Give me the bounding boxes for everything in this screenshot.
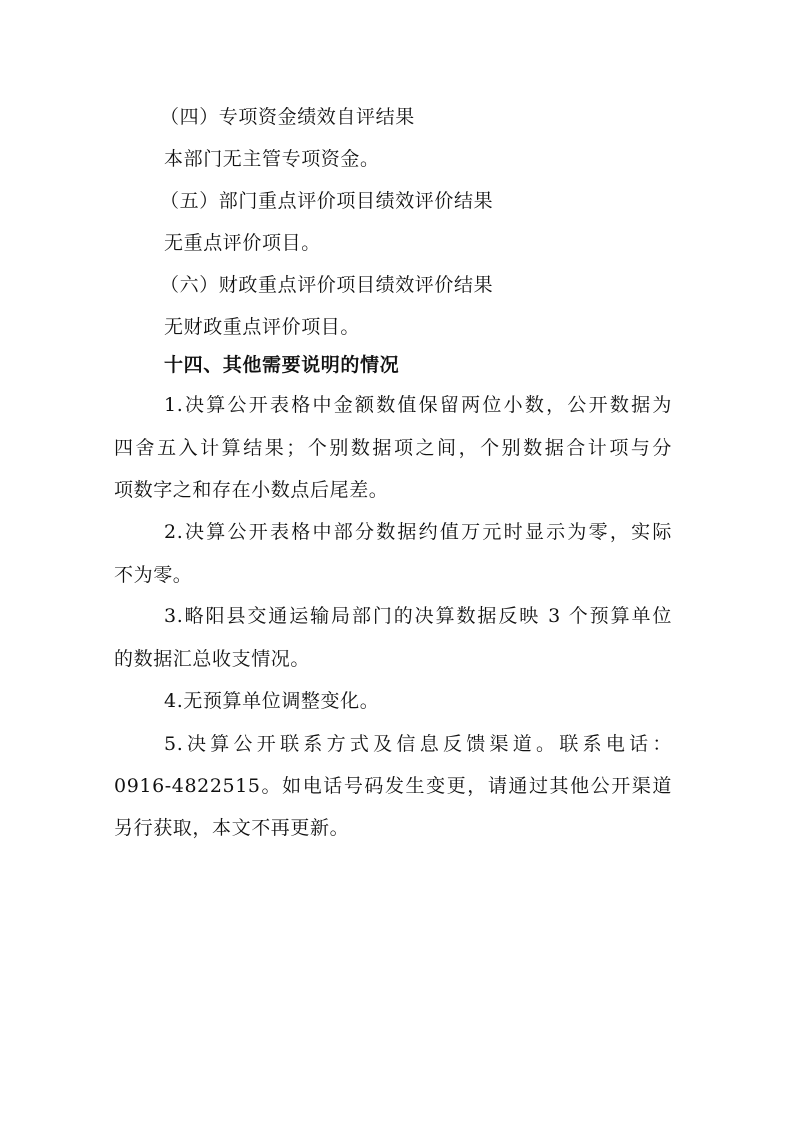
- section-heading-6: （六）财政重点评价项目绩效评价结果: [160, 274, 494, 296]
- note-5-line-3: 另行获取，本文不再更新。: [114, 817, 350, 839]
- section-heading-4: （四）专项资金绩效自评结果: [160, 106, 415, 128]
- note-5-line-1: 5.决算公开联系方式及信息反馈渠道。联系电话：: [164, 733, 672, 755]
- section-body-5: 无重点评价项目。: [164, 232, 321, 254]
- section-body-4: 本部门无主管专项资金。: [164, 148, 380, 170]
- section-heading-5: （五）部门重点评价项目绩效评价结果: [160, 190, 494, 212]
- note-1-line-1: 1.决算公开表格中金额数值保留两位小数，公开数据为: [164, 394, 672, 416]
- note-2-line-2: 不为零。: [114, 564, 193, 586]
- note-5-line-2: 0916-4822515。如电话号码发生变更，请通过其他公开渠道: [114, 775, 672, 797]
- chapter-heading: 十四、其他需要说明的情况: [164, 354, 400, 376]
- section-body-6: 无财政重点评价项目。: [164, 316, 361, 338]
- note-1-line-3: 项数字之和存在小数点后尾差。: [114, 479, 389, 501]
- note-4-line-1: 4.无预算单位调整变化。: [164, 690, 380, 712]
- note-3-line-2: 的数据汇总收支情况。: [114, 648, 311, 670]
- note-1-line-2: 四舍五入计算结果；个别数据项之间，个别数据合计项与分: [114, 437, 672, 459]
- note-3-line-1: 3.略阳县交通运输局部门的决算数据反映 3 个预算单位: [164, 605, 672, 627]
- note-2-line-1: 2.决算公开表格中部分数据约值万元时显示为零，实际: [164, 521, 672, 543]
